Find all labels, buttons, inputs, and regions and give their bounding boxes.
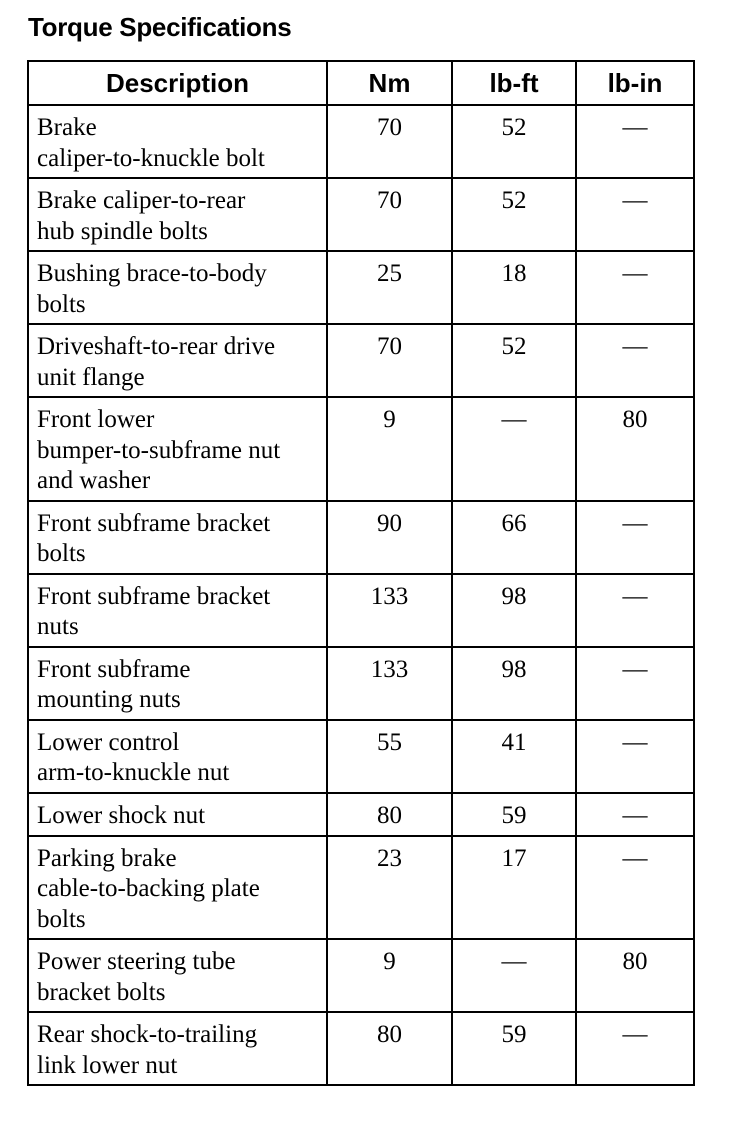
description-line: Brake: [37, 114, 97, 141]
header-lbin: lb-in: [576, 61, 694, 105]
cell-lbin: —: [576, 720, 694, 793]
torque-spec-table: [27, 60, 695, 1086]
cell-description: [28, 720, 327, 793]
cell-lbin: —: [576, 574, 694, 647]
description-line: Driveshaft-to-rear drive: [37, 333, 276, 360]
table-row: [28, 324, 694, 397]
cell-description: [28, 501, 327, 574]
table-row: [28, 836, 694, 940]
cell-lbin: —: [576, 105, 694, 178]
cell-nm: 133: [327, 647, 452, 720]
description-line: caliper-to-knuckle bolt: [37, 144, 265, 172]
description-line: Power steering tube: [37, 948, 236, 975]
cell-lbft: —: [452, 397, 576, 501]
table-row: [28, 501, 694, 574]
description-line: and washer: [37, 467, 151, 494]
description-line: Lower shock nut: [37, 801, 206, 829]
description-line: Front lower: [37, 406, 155, 433]
cell-description: [28, 105, 327, 178]
cell-lbin: —: [576, 793, 694, 836]
description-line: mounting nuts: [37, 686, 181, 713]
description-line: bolts: [37, 905, 86, 933]
description-line: bracket bolts: [37, 978, 166, 1006]
cell-lbin: —: [576, 1012, 694, 1085]
description-line: Rear shock-to-trailing: [37, 1021, 258, 1048]
table-row: [28, 720, 694, 793]
table-body: [28, 105, 694, 1085]
cell-nm: 133: [327, 574, 452, 647]
cell-nm: 23: [327, 836, 452, 940]
cell-nm: 90: [327, 501, 452, 574]
cell-lbft: —: [452, 939, 576, 1012]
cell-lbft: 17: [452, 836, 576, 940]
table-row: [28, 793, 694, 836]
cell-lbin: —: [576, 501, 694, 574]
description-line: arm-to-knuckle nut: [37, 759, 230, 786]
cell-nm: 70: [327, 324, 452, 397]
cell-nm: 55: [327, 720, 452, 793]
description-line: cable-to-backing plate: [37, 875, 260, 902]
page-title: Torque Specifications: [28, 12, 292, 42]
cell-nm: 9: [327, 939, 452, 1012]
description-line: bolts: [37, 540, 86, 567]
cell-lbin: —: [576, 647, 694, 720]
cell-nm: 70: [327, 178, 452, 251]
cell-lbft: 98: [452, 574, 576, 647]
cell-description: [28, 574, 327, 647]
description-line: nuts: [37, 613, 79, 640]
cell-lbft: 52: [452, 178, 576, 251]
cell-lbft: 59: [452, 793, 576, 836]
table-row: [28, 1012, 694, 1085]
cell-lbft: 59: [452, 1012, 576, 1085]
table-row: [28, 105, 694, 178]
cell-description: [28, 397, 327, 501]
description-line: Front subframe bracket: [37, 582, 271, 610]
description-line: Parking brake: [37, 844, 177, 872]
cell-lbft: 52: [452, 324, 576, 397]
table-row: [28, 397, 694, 501]
cell-lbft: 18: [452, 251, 576, 324]
cell-description: [28, 939, 327, 1012]
description-line: Bushing brace-to-body: [37, 260, 267, 287]
cell-lbft: 98: [452, 647, 576, 720]
cell-nm: 80: [327, 793, 452, 836]
description-line: hub spindle bolts: [37, 217, 208, 245]
cell-lbin: —: [576, 251, 694, 324]
header-description: Description: [28, 61, 327, 105]
cell-nm: 80: [327, 1012, 452, 1085]
table-row: [28, 178, 694, 251]
description-line: Lower control: [37, 728, 180, 756]
cell-description: [28, 793, 327, 836]
cell-lbin: —: [576, 836, 694, 940]
table-row: [28, 574, 694, 647]
cell-description: [28, 647, 327, 720]
description-line: bumper-to-subframe nut: [37, 436, 281, 464]
cell-lbin: —: [576, 178, 694, 251]
header-lbft: lb-ft: [452, 61, 576, 105]
description-line: unit flange: [37, 363, 145, 391]
cell-nm: 70: [327, 105, 452, 178]
description-line: Front subframe bracket: [37, 509, 271, 537]
description-line: link lower nut: [37, 1051, 178, 1079]
header-nm: Nm: [327, 61, 452, 105]
description-line: Front subframe: [37, 655, 191, 683]
cell-description: [28, 178, 327, 251]
cell-lbft: 66: [452, 501, 576, 574]
description-line: bolts: [37, 290, 86, 318]
cell-nm: 25: [327, 251, 452, 324]
table-row: [28, 251, 694, 324]
table-header-row: [28, 61, 694, 105]
cell-description: [28, 324, 327, 397]
cell-lbin: 80: [576, 939, 694, 1012]
cell-lbft: 52: [452, 105, 576, 178]
table-row: [28, 939, 694, 1012]
cell-description: [28, 836, 327, 940]
cell-description: [28, 251, 327, 324]
description-line: Brake caliper-to-rear: [37, 187, 246, 214]
cell-lbin: 80: [576, 397, 694, 501]
cell-nm: 9: [327, 397, 452, 501]
table-row: [28, 647, 694, 720]
cell-description: [28, 1012, 327, 1085]
cell-lbft: 41: [452, 720, 576, 793]
cell-lbin: —: [576, 324, 694, 397]
